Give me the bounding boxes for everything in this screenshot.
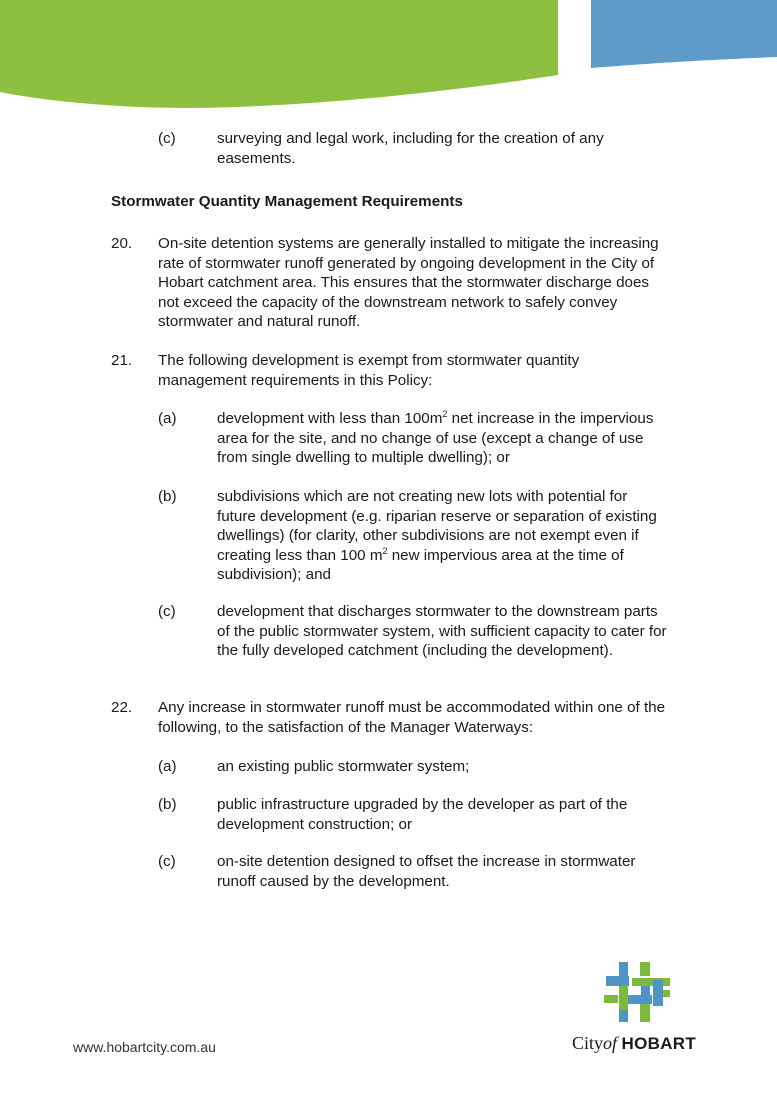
item-label: (b) <box>158 488 177 505</box>
section-heading: Stormwater Quantity Management Requirements <box>111 193 463 210</box>
item-text: subdivisions which are not creating new lots with potential for future development (e.g. riparian reserve or separation of existing dwellings) (for clarity, other subdivisions are not exempt even if creating less than 100 $m^2$ new impervious area at the time of subdivision); and <box>217 488 657 583</box>
item-text: surveying and legal work, including for the creation of any easements. <box>217 130 604 167</box>
item-label: (c) <box>158 853 176 870</box>
item-text: development with less than $100m^2$ net increase in the impervious area for the site, and no change of use (except a change of use from single dwelling to multiple dwelling); or <box>217 408 654 466</box>
item-label: (a) <box>158 758 177 775</box>
item-text: public infrastructure upgraded by the developer as part of the development construction; or <box>217 796 628 833</box>
item-text: an existing public stormwater system; <box>217 758 470 775</box>
item-label: (c) <box>158 130 176 147</box>
paragraph-number: 21. <box>111 352 133 369</box>
logo-wordmark: Cityof HOBART <box>572 1033 697 1053</box>
paragraph-number: 20. <box>111 235 133 252</box>
item-text: on-site detention designed to offset the increase in stormwater runoff caused by the development. <box>217 853 636 890</box>
header-swoosh <box>0 0 777 115</box>
city-of-hobart-logo-icon <box>600 962 680 1024</box>
blue-swoosh <box>591 0 777 68</box>
paragraph-text: Any increase in stormwater runoff must be accommodated within one of the following, to the satisfaction of the Manager Waterways: <box>158 699 666 736</box>
paragraph-text: On-site detention systems are generally installed to mitigate the increasing rate of stormwater runoff generated by ongoing development in the City of Hobart catchment area. This ensures that the stormwater discharge does not exceed the capacity of the downstream network to safely convey stormwater and natural runoff. <box>158 235 659 330</box>
paragraph-number: 22. <box>111 699 133 716</box>
item-text: development that discharges stormwater to the downstream parts of the public stormwater system, with sufficient capacity to cater for the fully developed catchment (including the development). <box>217 603 667 659</box>
item-label: (c) <box>158 603 176 620</box>
item-label: (a) <box>158 410 177 427</box>
item-label: (b) <box>158 796 177 813</box>
footer-website-url[interactable]: www.hobartcity.com.au <box>73 1039 216 1055</box>
paragraph-text: The following development is exempt from stormwater quantity management requirements in this Policy: <box>158 352 580 389</box>
green-swoosh <box>0 0 558 108</box>
